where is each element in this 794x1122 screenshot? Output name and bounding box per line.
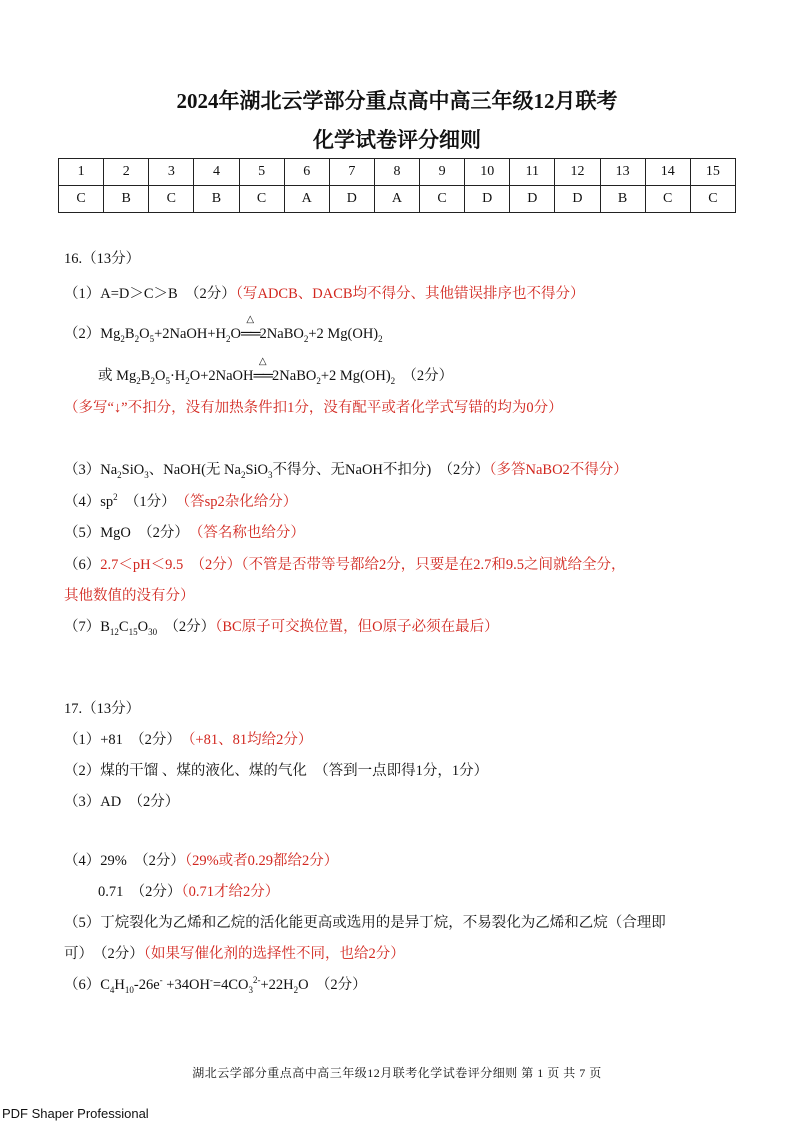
- answer-number-cell: 3: [149, 159, 194, 186]
- answer-number-cell: 6: [284, 159, 329, 186]
- answer-number-cell: 4: [194, 159, 239, 186]
- q16-heading: 16.（13分）: [64, 251, 141, 267]
- answer-number-cell: 10: [465, 159, 510, 186]
- answer-letter-cell: C: [59, 186, 104, 213]
- q17-part5: （5）丁烷裂化为乙烯和乙烷的活化能更高或选用的是异丁烷，不易裂化为乙烯和乙烷（合理即: [64, 915, 666, 931]
- q16-part4-note: （答sp2杂化给分）: [182, 494, 298, 510]
- answer-table: [58, 158, 736, 213]
- heating-condition: △ ══: [253, 356, 273, 384]
- q16-part7: $(7)B_{12}C_{15}O_{30}$ （2分）（BC原子可交换位置，但O原子必须在最后）: [64, 619, 499, 637]
- q16-part2-eq2: 或 $Mg_2B_2O_5\cdot H_2O+2NaOH$ △ ══2NaBO$_2$+2 $Mg(OH)_2$ （2分）: [98, 356, 454, 386]
- q17-part4: （4）29% （2分）（29%或者0.29都给2分）: [64, 853, 339, 869]
- answer-number-cell: 1: [59, 159, 104, 186]
- q17-heading: 17.（13分）: [64, 701, 141, 717]
- answer-table-answers-row: [59, 186, 736, 213]
- answer-letter-cell: A: [374, 186, 419, 213]
- answer-number-cell: 12: [555, 159, 600, 186]
- watermark: PDF Shaper Professional: [2, 1106, 149, 1121]
- q16-part1-note: （写ADCB、DACB均不得分、其他错误排序也不得分）: [235, 286, 585, 302]
- answer-number-cell: 14: [645, 159, 690, 186]
- answer-letter-cell: C: [149, 186, 194, 213]
- answer-number-cell: 5: [239, 159, 284, 186]
- q17-part4-note: （29%或者0.29都给2分）: [184, 853, 339, 869]
- answer-letter-cell: C: [690, 186, 735, 213]
- q16-part5-note: （答名称也给分）: [196, 525, 305, 541]
- answer-number-cell: 7: [329, 159, 374, 186]
- answer-letter-cell: A: [284, 186, 329, 213]
- q16-part5: （5）MgO （2分） （答名称也给分）: [64, 525, 305, 541]
- q17-part4b-note: （0.71才给2分）: [181, 884, 280, 900]
- answer-letter-cell: C: [420, 186, 465, 213]
- answer-number-cell: 8: [374, 159, 419, 186]
- answer-number-cell: 2: [104, 159, 149, 186]
- q17-part2: （2）煤的干馏 、煤的液化、煤的气化 （答到一点即得1分，1分）: [64, 763, 489, 779]
- answer-letter-cell: C: [645, 186, 690, 213]
- answer-letter-cell: C: [239, 186, 284, 213]
- document-title: 2024年湖北云学部分重点高中高三年级12月联考: [176, 89, 618, 113]
- q16-part1-text: （1）A=D＞C＞B （2分）: [64, 286, 236, 302]
- answer-table-numbers-row: [59, 159, 736, 186]
- q17-part1-note: （+81、81均给2分）: [188, 732, 313, 748]
- answer-number-cell: 13: [600, 159, 645, 186]
- triangle-icon: △: [258, 356, 267, 367]
- q17-part3: （3）AD （2分）: [64, 794, 180, 810]
- q16-part1: [64, 282, 585, 303]
- q17-part6: $(6)C_4H_{10}-26e^- +34OH^-=4CO_3^{2-}+22H_2O$ （2分）: [64, 975, 367, 995]
- answer-number-cell: 11: [510, 159, 555, 186]
- q17-part5-note: （如果写催化剂的选择性不同，也给2分）: [143, 946, 405, 962]
- answer-letter-cell: B: [194, 186, 239, 213]
- q16-part4: $(4)sp^2$ （1分） （答sp2杂化给分）: [64, 492, 298, 510]
- q16-part7-note: （BC原子可交换位置，但O原子必须在最后）: [215, 619, 499, 635]
- q16-part2-eq1: $(2)Mg_2B_2O_5+2NaOH+H_2O$ △ ══2NaBO$_2$+2 $Mg(OH)_2$: [64, 314, 383, 344]
- q16-part3: $(3)Na_2SiO_3$、NaOH(无 $Na_2SiO_3$不得分、无NaOH不扣分) （2分）（多答NaBO2不得分）: [64, 462, 628, 480]
- answer-number-cell: 15: [690, 159, 735, 186]
- answer-letter-cell: D: [510, 186, 555, 213]
- heating-condition: △ ══: [240, 314, 260, 342]
- page-footer: 湖北云学部分重点高中高三年级12月联考化学试卷评分细则 第 1 页 共 7 页: [192, 1066, 602, 1080]
- answer-number-cell: 9: [420, 159, 465, 186]
- q16-part6-cont: 其他数值的没有分）: [64, 588, 195, 604]
- answer-letter-cell: B: [104, 186, 149, 213]
- q17-part5-cont: 可） （2分）（如果写催化剂的选择性不同，也给2分）: [64, 946, 405, 962]
- triangle-icon: △: [246, 314, 255, 325]
- q17-part1: （1）+81 （2分） （+81、81均给2分）: [64, 732, 313, 748]
- q17-part4b: 0.71 （2分）（0.71才给2分）: [98, 884, 280, 900]
- q16-part3-note: （多答NaBO2不得分）: [489, 462, 628, 478]
- document-subtitle: 化学试卷评分细则: [313, 128, 481, 152]
- answer-letter-cell: D: [329, 186, 374, 213]
- answer-letter-cell: D: [555, 186, 600, 213]
- q16-part2-note: （多写“↓”不扣分，没有加热条件扣1分，没有配平或者化学式写错的均为0分）: [64, 400, 563, 416]
- q16-part6: （6）2.7＜pH＜9.5 （2分）（不管是否带等号都给2分，只要是在2.7和9.5之间就给全分，: [64, 557, 626, 573]
- answer-letter-cell: D: [465, 186, 510, 213]
- answer-letter-cell: B: [600, 186, 645, 213]
